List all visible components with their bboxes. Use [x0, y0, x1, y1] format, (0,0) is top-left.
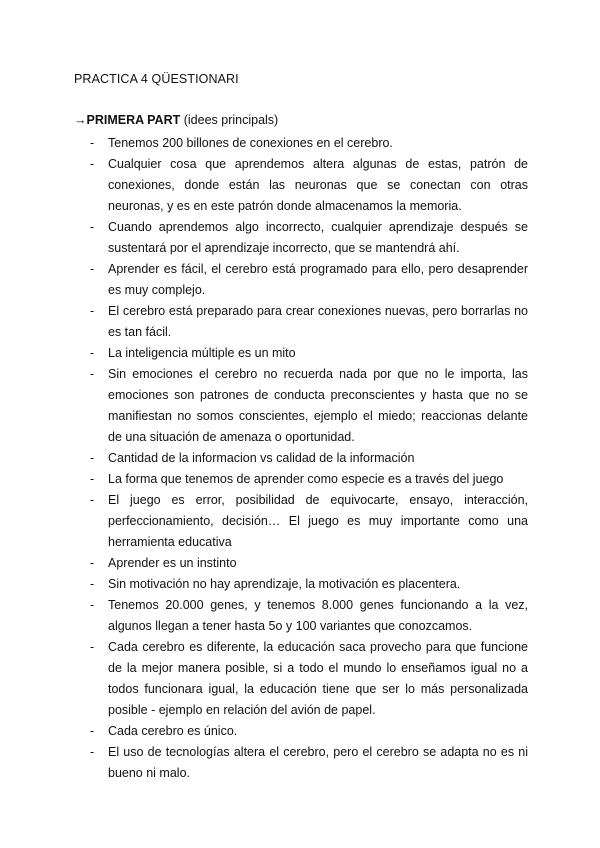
list-item [74, 721, 528, 742]
bullet-dash: - [90, 472, 95, 486]
list-item [74, 343, 528, 364]
bullet-dash: - [90, 577, 95, 591]
bullet-dash: - [90, 493, 95, 507]
section-subtitle: (idees principals) [183, 113, 279, 127]
list-item [74, 448, 528, 469]
list-item-text: Sin motivación no hay aprendizaje, la motivación es placentera. [108, 577, 461, 591]
list-item-text: Tenemos 20.000 genes, y tenemos 8.000 genes funcionando a la vez, algunos llegan a tener hasta 5o y 100 variantes que conozcamos. [108, 598, 528, 633]
list-item-text: Cuando aprendemos algo incorrecto, cualquier aprendizaje después se sustentará por el aprendizaje incorrecto, que se mantendrá ahí. [108, 220, 528, 255]
bullet-dash: - [90, 598, 95, 612]
bullet-dash: - [90, 220, 95, 234]
bullet-dash: - [90, 451, 95, 465]
bullet-dash: - [90, 262, 95, 276]
list-item-text: Cada cerebro es único. [108, 724, 238, 738]
list-item-text: Aprender es fácil, el cerebro está programado para ello, pero desaprender es muy complejo. [108, 262, 528, 297]
list-item [74, 637, 528, 721]
list-item [74, 301, 528, 343]
bullet-dash: - [90, 724, 95, 738]
list-item-text: Aprender es un instinto [108, 556, 237, 570]
list-item [74, 490, 528, 553]
list-item-text: La inteligencia múltiple es un mito [108, 346, 296, 360]
list-item [74, 154, 528, 217]
bullet-dash: - [90, 556, 95, 570]
list-item-text: Sin emociones el cerebro no recuerda nada por que no le importa, las emociones son patrones de conducta preconscientes y hasta que no se manifiestan no somos conscientes, ejemplo el miedo; reaccionas delante de una situación de amenaza o oportunidad. [108, 367, 528, 444]
list-item [74, 133, 528, 154]
arrow-right-icon: → [74, 113, 87, 127]
list-item [74, 553, 528, 574]
list-item [74, 259, 528, 301]
bullet-list [74, 133, 528, 784]
list-item-text: El cerebro está preparado para crear conexiones nuevas, pero borrarlas no es tan fácil. [108, 304, 528, 339]
document-title: PRACTICA 4 QÜESTIONARI [74, 72, 239, 86]
bullet-dash: - [90, 304, 95, 318]
bullet-dash: - [90, 640, 95, 654]
list-item [74, 574, 528, 595]
list-item-text: Cualquier cosa que aprendemos altera algunas de estas, patrón de conexiones, donde están las neuronas que se conectan con otras neuronas, y es en este patrón donde almacenamos la memoria. [108, 157, 528, 213]
list-item [74, 469, 528, 490]
list-item-text: La forma que tenemos de aprender como especie es a través del juego [108, 472, 504, 486]
list-item-text: El juego es error, posibilidad de equivocarte, ensayo, interacción, perfeccionamiento, decisión… El juego es muy importante como una herramienta educativa [108, 493, 528, 549]
list-item-text: Tenemos 200 billones de conexiones en el cerebro. [108, 136, 393, 150]
bullet-dash: - [90, 136, 95, 150]
list-item [74, 595, 528, 637]
list-item [74, 742, 528, 784]
list-item-text: Cantidad de la informacion vs calidad de la información [108, 451, 415, 465]
section-title: PRIMERA PART [86, 113, 181, 127]
list-item-text: El uso de tecnologías altera el cerebro, pero el cerebro se adapta no es ni bueno ni malo. [108, 745, 528, 780]
bullet-dash: - [90, 346, 95, 360]
list-item-text: Cada cerebro es diferente, la educación saca provecho para que funcione de la mejor manera posible, si a todo el mundo lo enseñamos igual no a todos funcionara igual, la educación tiene que ser lo más personalizada posible - ejemplo en relación del avión de papel. [108, 640, 528, 717]
bullet-dash: - [90, 745, 95, 759]
section-heading [74, 113, 278, 127]
list-item [74, 217, 528, 259]
bullet-dash: - [90, 157, 95, 171]
list-item [74, 364, 528, 448]
bullet-dash: - [90, 367, 95, 381]
